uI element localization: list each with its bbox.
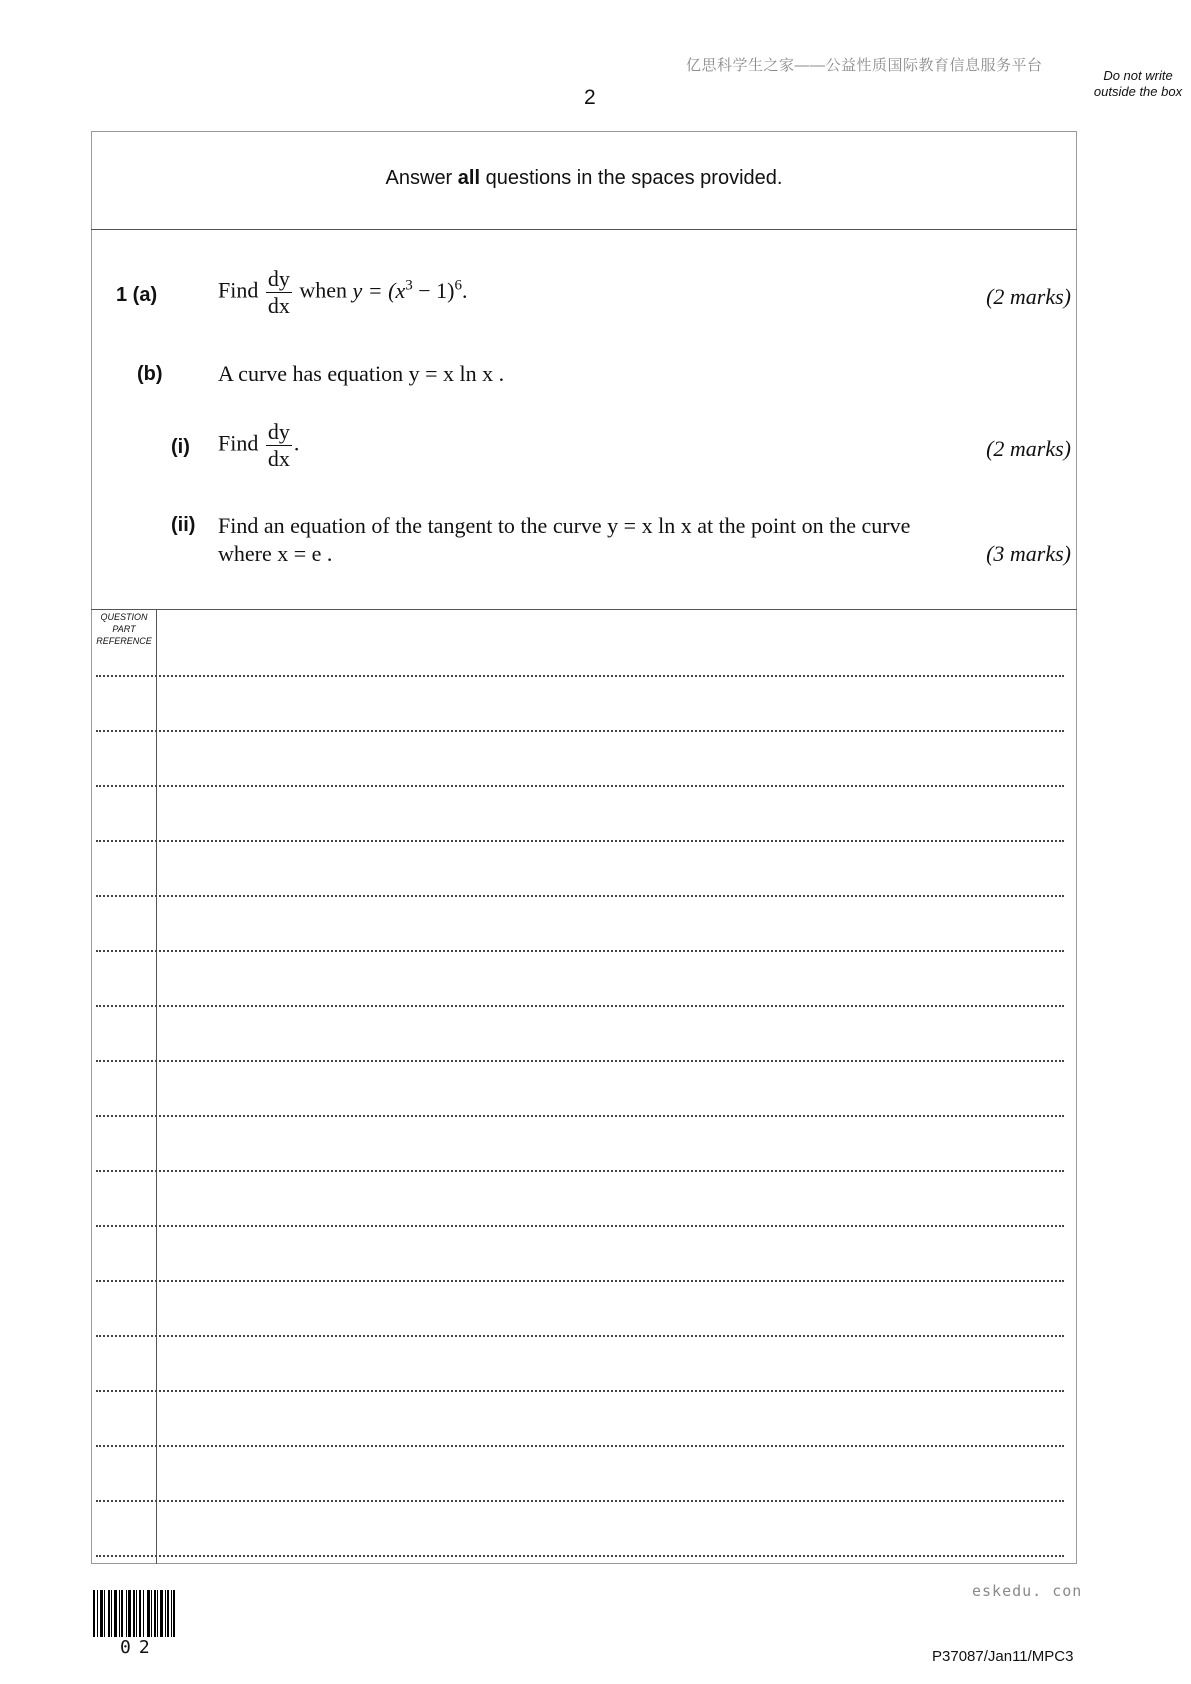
q1a-frac-num: dy (267, 266, 290, 291)
reference-column-divider (156, 609, 157, 1564)
answer-line[interactable] (96, 1500, 1064, 1502)
q1a-exp1: 3 (405, 277, 413, 294)
q1bi-derivative-fraction (266, 419, 292, 472)
question-1bi-label: (i) (171, 436, 190, 458)
question-1b-label: (b) (137, 363, 163, 385)
q1a-expr-end: . (461, 277, 468, 303)
answer-line[interactable] (96, 675, 1064, 677)
q1a-find: Find (218, 277, 259, 303)
q1a-expr-mid: − 1) (412, 277, 455, 303)
margin-note: Do not write outside the box (1093, 68, 1183, 99)
answer-line[interactable] (96, 730, 1064, 732)
question-1bi-marks: (2 marks) (986, 436, 1071, 461)
barcode-number: 02 (120, 1637, 158, 1658)
site-watermark: eskedu. con (972, 1582, 1083, 1600)
page-number: 2 (584, 86, 596, 109)
q1a-exp2: 6 (454, 277, 462, 294)
answer-line[interactable] (96, 1060, 1064, 1062)
question-1a-text (218, 266, 467, 319)
barcode-icon (93, 1590, 195, 1637)
answer-line[interactable] (96, 1225, 1064, 1227)
q1a-expression (353, 278, 468, 303)
divider-instructions (91, 229, 1077, 230)
question-1bii-label: (ii) (171, 514, 196, 536)
answer-line[interactable] (96, 895, 1064, 897)
q1bi-frac-num: dy (267, 419, 290, 444)
q1bi-frac-den: dx (267, 446, 290, 471)
answer-line[interactable] (96, 1115, 1064, 1117)
instruction-text (91, 167, 1077, 190)
question-part-reference-label: QUESTION PART REFERENCE (96, 612, 152, 646)
answer-line[interactable] (96, 785, 1064, 787)
question-1bii-line2: where x = e . (218, 541, 333, 566)
question-1bii-line1: Find an equation of the tangent to the curve y = x ln x at the point on the curve (218, 513, 911, 538)
paper-code: P37087/Jan11/MPC3 (932, 1648, 1074, 1665)
q1a-expr-pre: y = (x (352, 277, 406, 303)
q1a-derivative-fraction (266, 266, 292, 319)
answer-line[interactable] (96, 1280, 1064, 1282)
answer-line[interactable] (96, 1445, 1064, 1447)
question-1a-marks: (2 marks) (986, 284, 1071, 309)
question-1bii-marks: (3 marks) (986, 541, 1071, 566)
question-1a-number: 1 (a) (116, 284, 158, 306)
q1a-when: when (299, 277, 348, 303)
q1bi-end: . (293, 430, 300, 456)
question-1b-text: A curve has equation y = x ln x . (218, 361, 505, 386)
divider-answer-area (91, 609, 1077, 610)
q1bi-find: Find (218, 430, 259, 456)
watermark-text: 亿思科学生之家——公益性质国际教育信息服务平台 (686, 57, 1043, 74)
answer-line[interactable] (96, 1005, 1064, 1007)
answer-line[interactable] (96, 950, 1064, 952)
answer-line[interactable] (96, 1170, 1064, 1172)
instruction-prefix: Answer (385, 167, 458, 189)
question-1bi-text (218, 419, 299, 472)
instruction-bold: all (457, 167, 481, 189)
answer-line[interactable] (96, 840, 1064, 842)
answer-line[interactable] (96, 1555, 1064, 1557)
q1a-frac-den: dx (267, 293, 290, 318)
answer-line[interactable] (96, 1390, 1064, 1392)
answer-box-frame (91, 131, 1077, 1564)
answer-line[interactable] (96, 1335, 1064, 1337)
instruction-suffix: questions in the spaces provided. (480, 167, 783, 189)
